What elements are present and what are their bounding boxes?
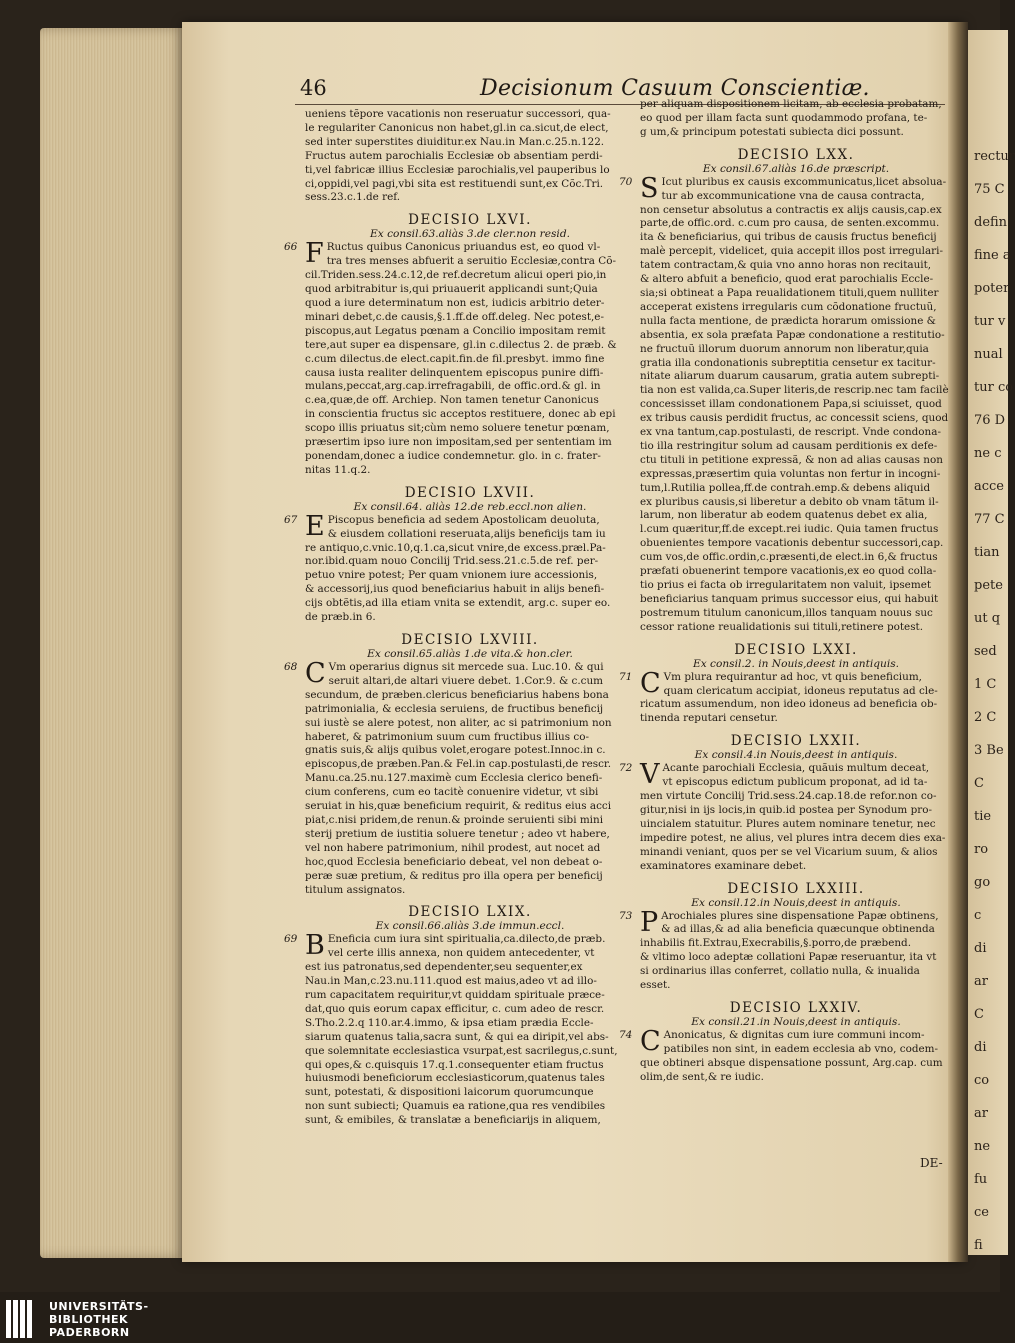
text-line: est ius patronatus,sed dependenter,seu sequenter,ex: [305, 961, 583, 974]
text-line: piat,c.nisi pridem,de renun.& proinde seruienti sibi mini: [305, 813, 604, 826]
text-line: cum vos,de offic.ordin,c.præsenti,de elect.in 6,& fructus: [640, 551, 938, 564]
initial-capital: F: [305, 238, 324, 270]
text-line: tatem contractam,& quia vno anno horas non recitauit,: [640, 259, 932, 272]
text-line: P Arochiales plures sine dispensatione Papæ obtinens,: [640, 906, 939, 938]
facing-page-text: go: [974, 875, 991, 890]
text-line: præsertim ipso iure non impositam,sed per sententiam im: [305, 436, 612, 449]
initial-capital: C: [640, 1025, 661, 1057]
text-line: eo quod per illam facta sunt quodammodo profana, te-: [640, 111, 928, 124]
facing-page-fragment: [968, 30, 1015, 1255]
text-line: re antiquo,c.vnic.10,q.1.ca,sicut vnire,de excess.præl.Pa-: [305, 541, 606, 554]
text-line: C Vm operarius dignus sit mercede sua. Luc.10. & qui: [305, 658, 604, 689]
text-line: piscopus,aut Legatus pœnam a Concilio impositam remit: [305, 324, 606, 337]
library-logo-icon: [6, 1300, 40, 1338]
text-line: haberet, & patrimonium suum cum fructibus illius co-: [305, 730, 589, 743]
text-line: quam clericatum accipiat, idoneus reputatus ad cle-: [663, 684, 938, 697]
facing-page-text: C: [974, 776, 984, 791]
text-line: ponendam,donec a iudice condemnetur. glo. in c. frater-: [305, 449, 601, 462]
facing-page-text: ne: [974, 1139, 991, 1154]
facing-page-text: rectur: [974, 149, 1015, 164]
facing-page-text: c: [974, 908, 982, 923]
text-line: acceperat existens irregularis cum cõdonatione fructuũ,: [640, 300, 937, 313]
text-line: sed inter superstites diuiditur.ex Nau.in Man.c.25.n.122.: [305, 135, 605, 148]
text-line: larum, non liberatur ab eodem quatenus debet ex alia,: [640, 509, 928, 522]
decisio-heading: DECISIO LXX.: [737, 146, 855, 163]
decisio-heading: DECISIO LXXII.: [730, 733, 862, 750]
facing-page-text: ut q: [974, 611, 1001, 626]
text-line: gnatis suis,& alijs quibus volet,erogare potest.Innoc.in c.: [305, 744, 606, 757]
text-line: & eiusdem collationi reseruata,alijs beneficijs tam iu: [327, 527, 606, 540]
text-line: sia;si obtineat a Papa reualidationem tituli,quem nulliter: [640, 286, 939, 299]
facing-page-text: co: [974, 1073, 990, 1088]
text-line: V Acante parochiali Ecclesia, quãuis multum deceat,: [640, 759, 930, 791]
text-line: ci,oppidi,vel pagi,vbi sita est restituendi sunt,ex Cõc.Tri.: [305, 177, 604, 190]
text-line: g um,& principum potestati subiecta dici possunt.: [640, 125, 904, 138]
text-line: tinenda reputari censetur.: [640, 712, 778, 725]
paragraph-number: 74: [619, 1028, 633, 1041]
text-line: rum capacitatem requiritur,vt quiddam spirituale præce-: [305, 989, 605, 1002]
facing-page-text: 75 C: [974, 182, 1005, 197]
continued-text: [640, 98, 952, 140]
decisio-heading: DECISIO LXVII.: [404, 484, 536, 501]
library-name-line3: PADERBORN: [49, 1326, 130, 1339]
text-line: que obtineri absque dispensatione possunt, Arg.cap. cum: [640, 1056, 943, 1069]
text-line: ricatum assumendum, non ideo idoneus ad beneficia ob-: [640, 698, 938, 711]
facing-page-text: acce: [974, 479, 1005, 494]
library-footer: [0, 1292, 1000, 1343]
decisio-heading: DECISIO LXVI.: [408, 212, 532, 229]
paragraph-number: 72: [619, 762, 633, 775]
text-line: quod a iure determinatum non est, iudicis arbitrio deter-: [305, 296, 605, 309]
text-line: causa iusta realiter delinquentem episcopus punire diffi-: [305, 366, 604, 379]
text-line: peræ suæ pretium, & reditus pro illa opera per beneficij: [305, 869, 603, 882]
decisio-source: Ex consil.4.in Nouis,deest in antiquis.: [694, 749, 898, 762]
text-line: & accessorij,ius quod beneficiarius habuit in alijs benefi-: [305, 583, 605, 596]
text-line: cil.Triden.sess.24.c.12,de ref.decretum alicui operi pio,in: [305, 269, 607, 282]
library-name-line2: BIBLIOTHEK: [49, 1313, 129, 1326]
decisio-heading: DECISIO LXIX.: [408, 904, 532, 921]
text-line: tio prius ei facta ob irregularitatem non valuit, ipsemet: [640, 579, 932, 591]
text-line: gitur,nisi in ijs locis,in quib.id postea per Synodum pro-: [640, 803, 932, 816]
text-line: Manu.ca.25.nu.127.maximè cum Ecclesia clerico benefi-: [305, 772, 603, 785]
text-line: men virtute Concilij Trid.sess.24.cap.18.de refor.non co-: [640, 790, 937, 803]
text-line: vt episcopus edictum publicum proponat, ad id ta-: [662, 776, 928, 789]
initial-capital: C: [640, 667, 661, 699]
continued-text: [305, 108, 635, 205]
facing-page-text: ce: [974, 1205, 989, 1220]
text-line: Nau.in Man,c.23.nu.111.quod est maius,adeo vt ad illo-: [305, 975, 597, 988]
facing-page-text: C: [974, 1007, 984, 1022]
paragraph-number: 69: [284, 933, 298, 946]
text-line: tere,aut super ea dispensare, gl.in c.dilectus 2. de præb. &: [305, 338, 617, 351]
text-line: impedire potest, ne alius, vel plures intra decem dies exa-: [640, 831, 946, 844]
text-line: beneficiarius tanquam primus successor eius, qui habuit: [640, 592, 939, 605]
text-line: cijs obtẽtis,ad illa etiam vnita se extendit, arg.c. super eo.: [305, 597, 611, 610]
text-line: c.cum dilectus.de elect.capit.fin.de fil.presbyt. immo fine: [305, 352, 605, 365]
decisio-paragraph: [619, 172, 952, 635]
facing-page-text: ar: [974, 974, 988, 989]
text-line: C Anonicatus, & dignitas cum iure communi incom-: [640, 1025, 925, 1057]
paragraph-number: 66: [284, 241, 298, 254]
text-line: nitate aliarum duarum causarum, gratia autem subrepti-: [640, 370, 940, 383]
initial-capital: S: [640, 172, 659, 204]
facing-page-text: ar: [974, 1106, 988, 1121]
running-head: Decisionum Casuum Conscientiæ.: [480, 76, 870, 101]
library-name-line1: UNIVERSITÄTS-: [49, 1300, 149, 1313]
initial-capital: V: [640, 759, 660, 791]
text-line: S Icut pluribus ex causis excommunicatus,licet absolua-: [640, 172, 947, 204]
text-line: vel certe illis annexa, non quidem antecedenter, vt: [327, 947, 595, 960]
text-line: ex vna tantum,cap.postulasti, de rescript. Vnde condona-: [640, 426, 941, 439]
text-line: per aliquam dispositionem licitam, ab ecclesia probatam,: [640, 98, 942, 110]
decisio-paragraph: [619, 906, 952, 993]
text-line: dat,quo quis eorum capax efficitur, c. cum adeo de rescr.: [305, 1002, 605, 1015]
decisio-heading: DECISIO LXXIV.: [729, 999, 863, 1016]
decisio-source: Ex consil.66.aliàs 3.de immun.eccl.: [375, 920, 565, 933]
text-line: minandi veniant, quos per se vel Vicarium suum, & alios: [640, 845, 938, 858]
book-page-edges: [40, 28, 185, 1258]
facing-page-text: fi: [974, 1238, 983, 1253]
decisio-paragraph: [619, 759, 952, 873]
text-line: petuo vnire potest; Per quam vnionem iure accessionis,: [305, 569, 598, 582]
decisio-heading: DECISIO LXVIII.: [401, 632, 539, 648]
decisio-paragraph: [284, 238, 635, 477]
text-line: obuenientes tempore vacationis debentur successori,cap.: [640, 537, 944, 550]
text-line: scopo illis priuatus sit;cùm nemo soluere tenetur pœnam,: [305, 422, 610, 435]
text-line: tum,l.Rutilia pollea,ff.de contrah.emp.& debens aliquid: [640, 481, 931, 494]
text-line: absentia, ex sola præfata Papæ condonatione a restitutio-: [640, 328, 945, 341]
initial-capital: E: [305, 510, 325, 542]
text-line: expressas,præsertim quia voluntas non fertur in incogni-: [640, 467, 941, 480]
initial-capital: P: [640, 906, 659, 938]
text-line: tra tres menses abfuerit a seruitio Ecclesiæ,contra Cõ-: [326, 255, 616, 268]
decisio-paragraph: [619, 1025, 952, 1085]
paragraph-number: 67: [284, 513, 298, 526]
text-line: cium conferens, cum eo tacitè conuenire videtur, vt sibi: [305, 786, 599, 799]
facing-page-text: 76 D: [974, 413, 1006, 428]
text-line: B Eneficia cum iura sint spiritualia,ca.dilecto,de præb.: [305, 930, 606, 962]
facing-page-text: di: [974, 1040, 987, 1055]
decisio-heading: DECISIO LXXIII.: [727, 880, 865, 897]
text-line: sunt, potestati, & dispositioni laicorum quorumcunque: [305, 1086, 594, 1099]
decisio-paragraph: [284, 658, 635, 897]
text-line: hoc,quod Ecclesia beneficiario debeat, vel non debeat o-: [305, 855, 603, 868]
text-line: sui iustè se alere potest, non aliter, ac si patrimonium non: [305, 716, 612, 729]
paragraph-number: 71: [619, 670, 633, 683]
text-line: le regulariter Canonicus non habet,gl.in ca.sicut,de elect,: [305, 121, 609, 134]
text-line: secundum, de præben.clericus beneficiarius habens bona: [305, 688, 609, 701]
text-line: tia non est valida,ca.Super literis,de rescrip.nec tam facilè: [640, 384, 949, 397]
facing-page-text: pete: [974, 578, 1003, 593]
facing-page-text: nual: [974, 347, 1003, 362]
text-line: titulum assignatos.: [305, 883, 406, 896]
text-line: olim,de sent,& re iudic.: [640, 1070, 764, 1083]
facing-page-text: 1 C: [974, 677, 997, 692]
text-line: & ad illas,& ad alia beneficia quæcunque obtinenda: [661, 923, 935, 936]
facing-page-text: tie: [974, 809, 992, 824]
facing-page-text: 77 C: [974, 512, 1005, 527]
text-line: & vltimo loco adeptæ collationi Papæ reseruantur, ita vt: [640, 951, 937, 964]
text-line: sess.23.c.1.de ref.: [305, 191, 401, 204]
text-line: ita & beneficiarius, qui tribus de causis fructus beneficij: [640, 231, 937, 244]
text-line: minari debet,c.de causis,§.1.ff.de off.deleg. Nec potest,e-: [305, 310, 604, 323]
text-line: tur ab excommunicatione vna de causa contracta,: [661, 189, 925, 202]
text-line: ex pluribus causis,si liberetur a debito ob vnam tãtum il-: [640, 495, 939, 508]
text-line: si ordinarius illas conferret, collatio nulla, & inualida: [640, 965, 920, 978]
decisio-source: Ex consil.21.in Nouis,deest in antiquis.: [691, 1015, 901, 1028]
text-line: Fructus autem parochialis Ecclesiæ ob absentiam perdi-: [305, 149, 603, 162]
initial-capital: B: [305, 930, 325, 962]
text-line: cessor ratione reualidationis sui tituli,retinere potest.: [640, 620, 924, 633]
text-line: huiusmodi beneficiorum ecclesiasticorum,quatenus tales: [305, 1072, 605, 1085]
text-line: ueniens tẽpore vacationis non reseruatur successori, qua-: [305, 108, 611, 120]
text-line: F Ructus quibus Canonicus priuandus est, eo quod vl-: [305, 238, 601, 270]
facing-page-text: di: [974, 941, 987, 956]
decisio-source: Ex consil.12.in Nouis,deest in antiquis.: [691, 896, 901, 909]
text-line: mulans,peccat,arg.cap.irrefragabili, de offic.ord.& gl. in: [305, 380, 601, 393]
decisio-heading: DECISIO LXXI.: [734, 641, 858, 658]
text-line: sterij pretium de iustitia soluere tenetur ; adeo vt habere,: [305, 827, 610, 840]
decisio-paragraph: [619, 667, 952, 727]
facing-page-text: tian: [974, 545, 1000, 560]
text-line: parte,de offic.ord. c.cum pro causa, de senten.excommu.: [640, 217, 940, 230]
text-line: patrimonialia, & ecclesia seruiens, de fructibus beneficij: [305, 702, 604, 715]
facing-page-text: 2 C: [974, 710, 997, 725]
text-line: vel non habere patrimonium, nihil prodest, aut nocet ad: [305, 841, 601, 854]
facing-page-text: tur v: [974, 314, 1006, 329]
facing-page-text: tur co: [974, 380, 1014, 395]
text-line: examinatores examinare debet.: [640, 859, 807, 872]
text-line: esset.: [640, 979, 671, 992]
text-line: tio illa restringitur solum ad causam perditionis ex defe-: [640, 439, 938, 452]
text-line: sunt, & emibiles, & translatæ a beneficiarijs in aliquem,: [305, 1114, 601, 1127]
text-line: gratia illa condonationis subreptitia censetur ex tacitur-: [640, 356, 936, 369]
text-line: inhabilis fit.Extrau,Execrabilis,§.porro,de præbend.: [640, 937, 912, 950]
page-number: 46: [300, 76, 327, 100]
decisio-paragraph: [284, 510, 635, 625]
text-line: l.cum quæritur,ff.de except.rei iudic. Quia tamen fructus: [640, 523, 939, 536]
facing-page-text: poter: [974, 281, 1010, 296]
text-line: nitas 11.q.2.: [305, 463, 371, 476]
text-line: siarum quatenus talia,sacra sunt, & qui ea diripit,vel abs-: [305, 1030, 609, 1043]
right-column: [619, 98, 952, 1085]
facing-page-text: ne c: [974, 446, 1002, 461]
facing-page-text: 3 Be: [974, 743, 1004, 758]
left-column: [284, 108, 635, 1128]
text-line: ex tribus causis perdidit fructus, ac concessit sciens, quod: [640, 412, 949, 425]
decisio-source: Ex consil.64. aliàs 12.de reb.eccl.non alien.: [353, 500, 587, 513]
text-line: episcopus,de præben.Pan.& Fel.in cap.postulasti,de rescr.: [305, 758, 612, 771]
decisio-source: Ex consil.67.aliàs 16.de præscript.: [702, 162, 890, 175]
initial-capital: C: [305, 658, 326, 689]
text-line: E Piscopus beneficia ad sedem Apostolicam deuoluta,: [305, 510, 600, 542]
text-line: uincialem statuitur. Plures autem nominare tenetur, nec: [640, 817, 936, 830]
text-line: seruit altari,de altari viuere debet. 1.Cor.9. & c.cum: [328, 674, 604, 687]
text-line: C Vm plura requirantur ad hoc, vt quis beneficium,: [640, 667, 922, 699]
paragraph-number: 70: [619, 175, 633, 188]
paragraph-number: 68: [284, 661, 298, 673]
text-line: ti,vel fabricæ illius Ecclesiæ parochialis,vel pauperibus lo: [305, 163, 610, 176]
text-line: nor.ibid.quam nouo Concilij Trid.sess.21.c.5.de ref. per-: [305, 555, 599, 568]
text-line: & altero abfuit a beneficio, quod erat parochialis Eccle-: [640, 273, 934, 286]
text-line: patibiles non sint, in eadem ecclesia ab vno, codem-: [663, 1042, 939, 1055]
text-line: c.ea,quæ,de off. Archiep. Non tamen tenetur Canonicus: [305, 394, 599, 407]
text-line: qui opes,& c.quisquis 17.q.1.consequenter etiam fructus: [305, 1058, 604, 1071]
text-line: non sunt subiecti; Quamuis ea ratione,qua res vendibiles: [305, 1100, 606, 1113]
text-line: in conscientia fructus sic acceptos restituere, donec ab epi: [305, 408, 616, 421]
text-line: seruiat in his,quæ beneficium requirit, & reditus eius acci: [305, 800, 612, 813]
facing-page-text: fu: [974, 1172, 988, 1187]
text-line: S.Tho.2.2.q 110.ar.4.immo, & ipsa etiam prædia Eccle-: [305, 1016, 594, 1029]
text-line: nulla facta mentione, de prædicta horarum omissione &: [640, 314, 936, 327]
text-line: non censetur absolutus a contractis ex alijs causis,cap.ex: [640, 203, 942, 216]
text-line: de præb.in 6.: [305, 611, 376, 624]
facing-page-text: sed: [974, 644, 997, 659]
decisio-paragraph: [284, 930, 635, 1128]
facing-page-text: defin: [974, 215, 1008, 230]
facing-page-text: ro: [974, 842, 989, 857]
decisio-source: Ex consil.2. in Nouis,deest in antiquis.: [692, 657, 900, 670]
decisio-source: Ex consil.65.aliàs 1.de vita.& hon.cler.: [367, 648, 573, 660]
facing-page-text: fine a: [974, 248, 1011, 263]
text-line: malè percepit, videlicet, quia accepit illos post irregulari-: [640, 245, 943, 258]
catchword: DE-: [920, 1156, 943, 1170]
text-line: quod arbitrabitur is,qui priuauerit applicandi sunt;Quia: [305, 283, 598, 296]
text-line: concessisset illam condonationem Papa,si sciuisset, quod: [640, 398, 942, 411]
decisio-source: Ex consil.63.aliàs 3.de cler.non resid.: [370, 228, 570, 241]
text-line: postremum titulum canonicum,illos tanquam nouus suc: [640, 606, 933, 619]
text-line: ctu tituli in petitione expressã, & non ad alias causas non: [640, 453, 943, 466]
text-line: præfati obuenerint tempore vacationis,ex eo quod colla-: [640, 565, 937, 578]
text-line: que solemnitate ecclesiastica vsurpat,est sacrilegus,c.sunt,: [305, 1044, 618, 1057]
text-line: ne fructuũ illorum duorum annorum non liberatur,quia: [640, 342, 929, 355]
paragraph-number: 73: [619, 909, 633, 922]
